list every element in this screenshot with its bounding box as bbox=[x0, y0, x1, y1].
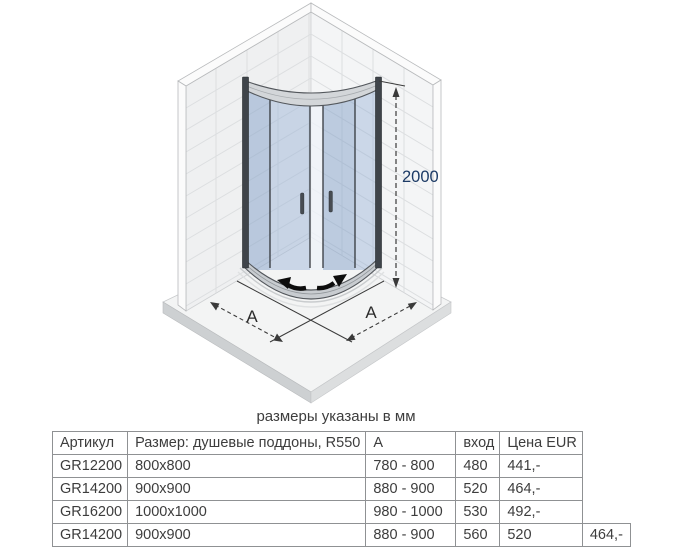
door-handle-right bbox=[329, 191, 332, 212]
table-cell: GR12200 bbox=[53, 455, 128, 478]
column-header: Артикул bbox=[53, 432, 128, 455]
table-row bbox=[53, 478, 631, 501]
table-cell: 441,- bbox=[500, 455, 583, 478]
table-cell: 464,- bbox=[500, 478, 583, 501]
column-header: Размер: душевые поддоны, R550 bbox=[128, 432, 366, 455]
column-header: Цена EUR bbox=[500, 432, 583, 455]
side-profile-left bbox=[243, 77, 249, 268]
table-cell: GR16200 bbox=[53, 501, 128, 524]
table-cell bbox=[582, 478, 630, 501]
wall-side-edge-left bbox=[178, 81, 186, 311]
price-table bbox=[52, 431, 631, 547]
table-row bbox=[53, 524, 631, 547]
table-cell bbox=[582, 501, 630, 524]
glass-panels bbox=[243, 80, 381, 270]
table-row bbox=[53, 501, 631, 524]
table-cell: GR14200 bbox=[53, 478, 128, 501]
width-dimension-label-right: A bbox=[365, 303, 377, 322]
units-note: размеры указаны в мм bbox=[256, 408, 416, 425]
table-cell: 1000x1000 bbox=[128, 501, 366, 524]
table-cell: 560 bbox=[456, 524, 500, 547]
table-header-row bbox=[53, 432, 631, 455]
table-row bbox=[53, 455, 631, 478]
table-cell: 520 bbox=[456, 478, 500, 501]
table-cell: 900x900 bbox=[128, 524, 366, 547]
table-cell: GR14200 bbox=[53, 524, 128, 547]
column-header: A bbox=[366, 432, 456, 455]
table-cell: 880 - 900 bbox=[366, 524, 456, 547]
side-profile-right bbox=[376, 77, 382, 268]
height-dimension-label: 2000 bbox=[402, 168, 439, 186]
column-header: вход bbox=[456, 432, 500, 455]
table-cell: 530 bbox=[456, 501, 500, 524]
table-cell: 900x900 bbox=[128, 478, 366, 501]
door-handle-left bbox=[301, 193, 304, 214]
width-dimension-label-left: A bbox=[246, 307, 258, 326]
table-cell: 464,- bbox=[582, 524, 630, 547]
table-cell: 800x800 bbox=[128, 455, 366, 478]
table-cell: 880 - 900 bbox=[366, 478, 456, 501]
wall-side-edge-right bbox=[433, 80, 441, 310]
column-header bbox=[582, 432, 630, 455]
table-cell: 492,- bbox=[500, 501, 583, 524]
table-cell bbox=[582, 455, 630, 478]
table-cell: 780 - 800 bbox=[366, 455, 456, 478]
door-gap bbox=[310, 80, 323, 270]
table-cell: 480 bbox=[456, 455, 500, 478]
table-cell: 980 - 1000 bbox=[366, 501, 456, 524]
table-cell: 520 bbox=[500, 524, 583, 547]
